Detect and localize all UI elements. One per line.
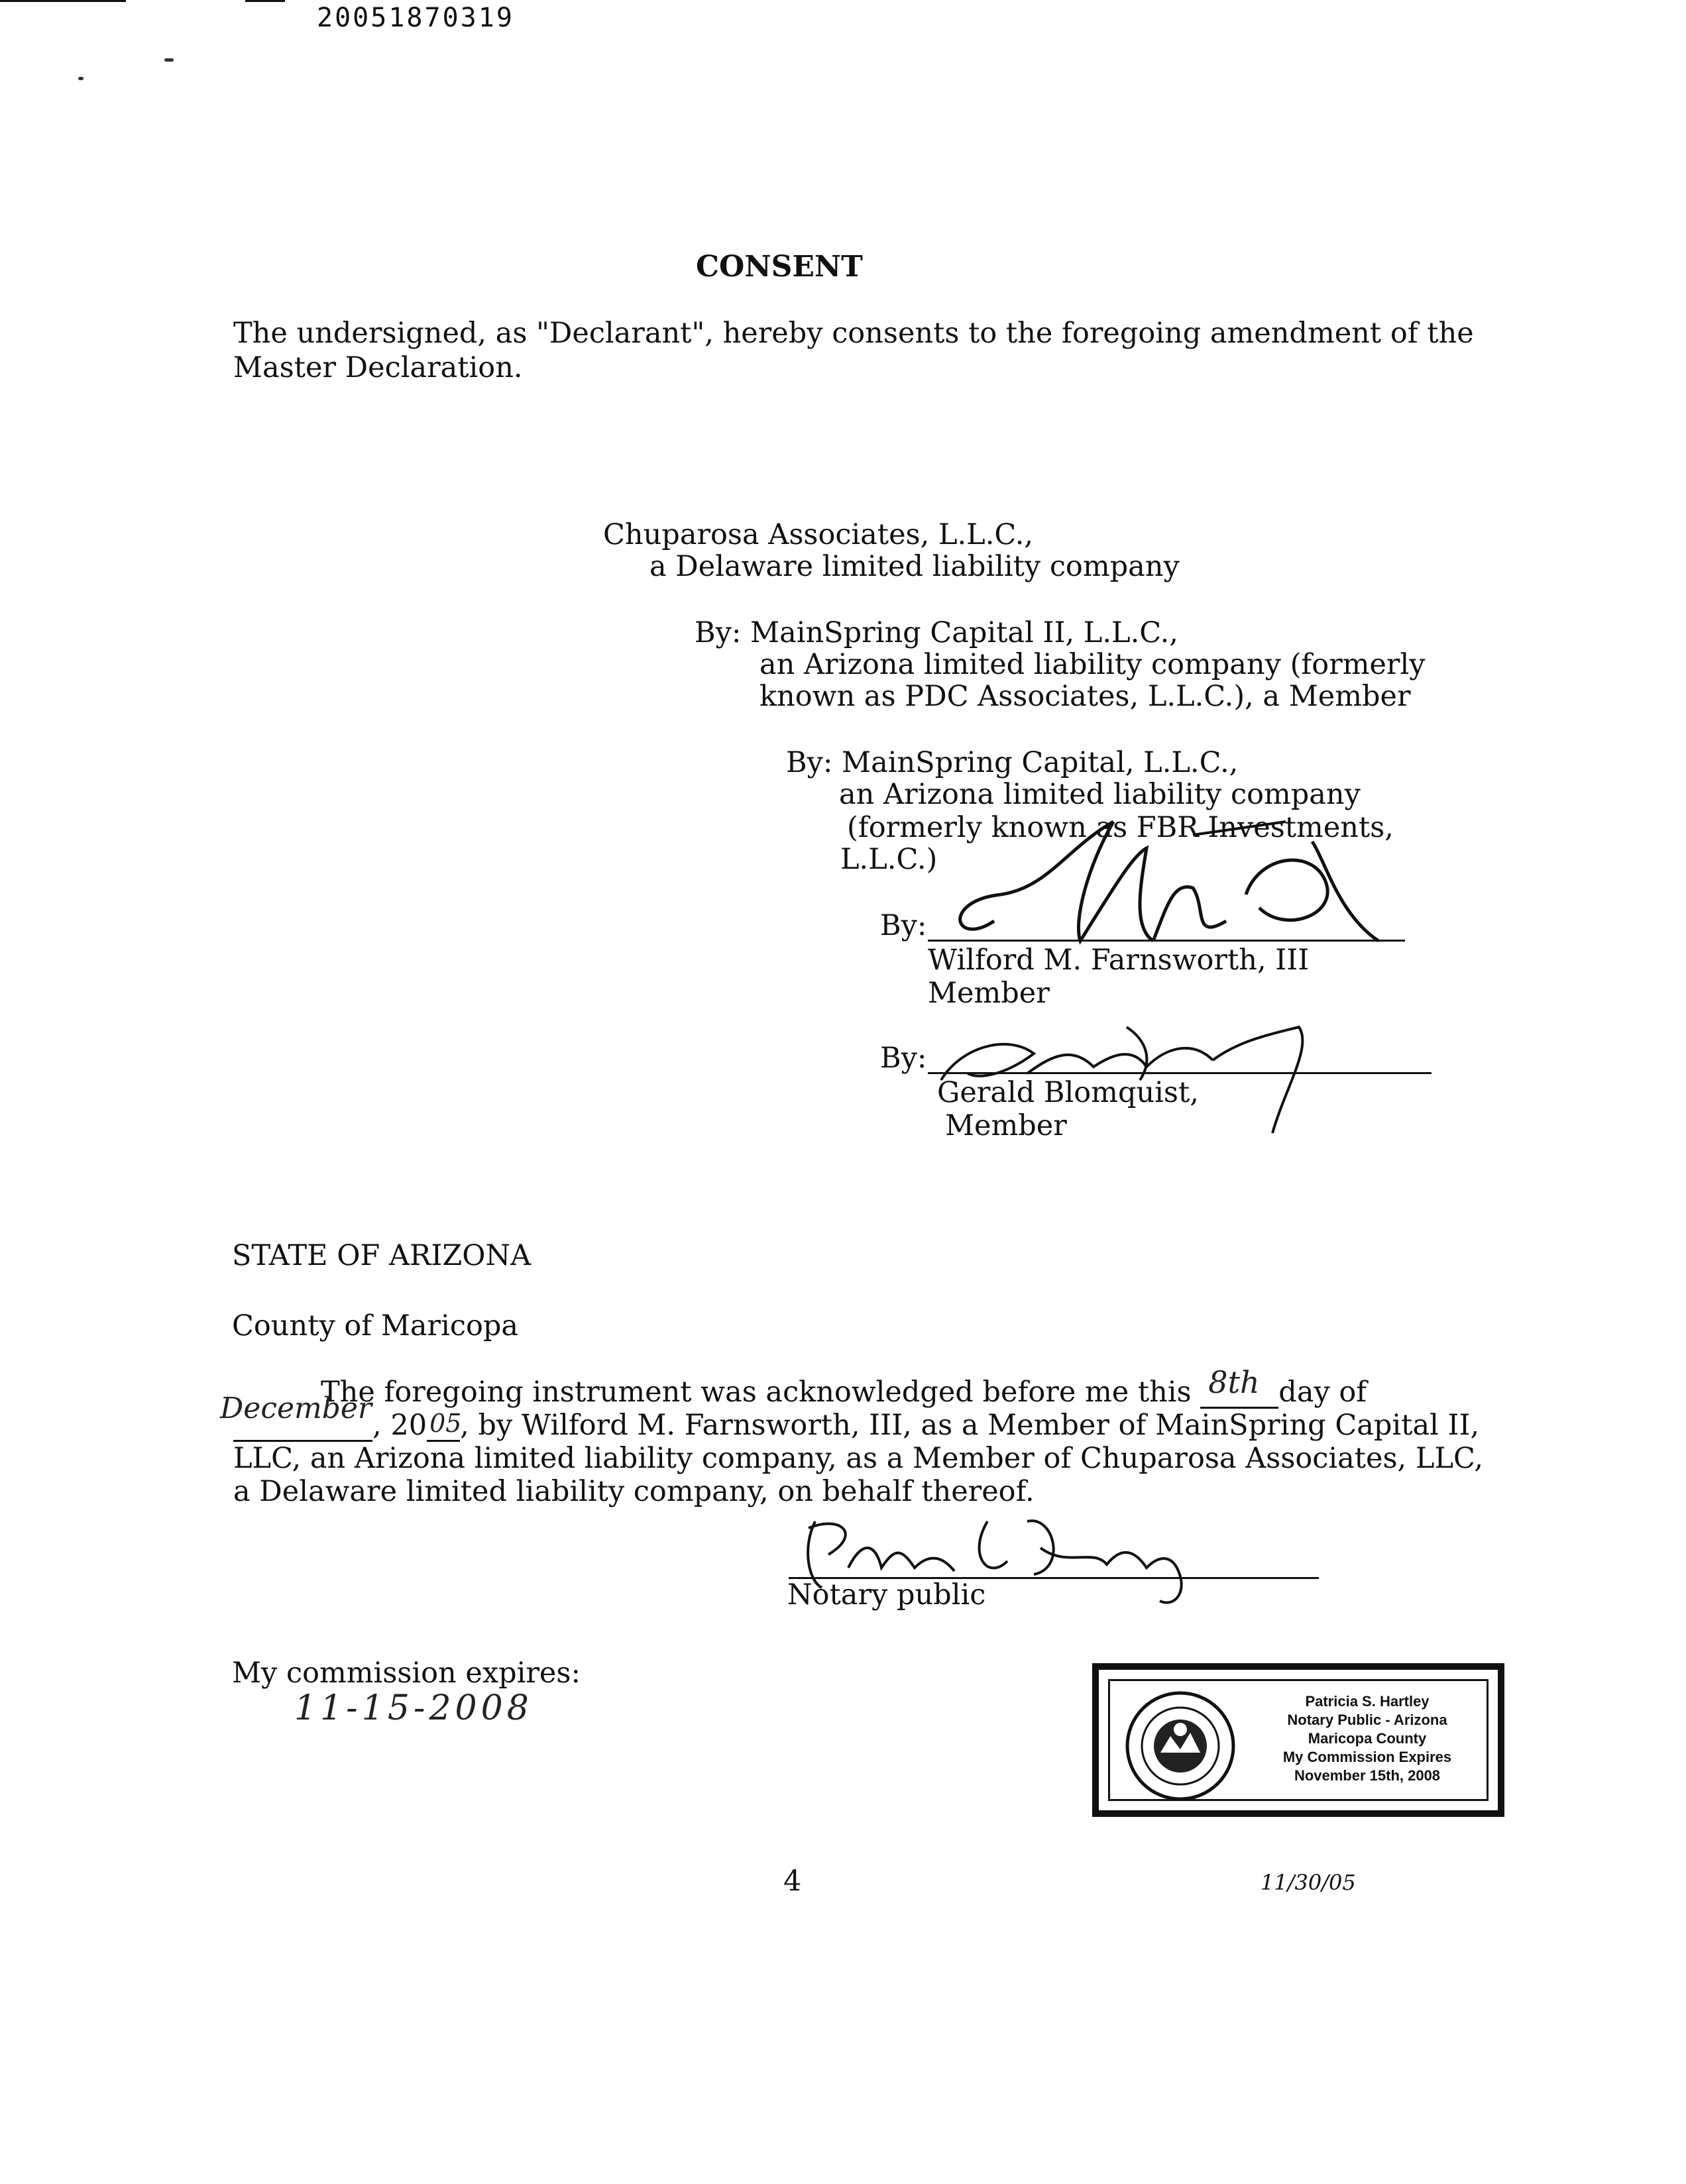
stamp-line-5: November 15th, 2008 [1294,1767,1441,1784]
ack-year-handwritten: 05 [429,1409,462,1438]
notary-label: Notary public [787,1578,986,1611]
by-member-2-desc-3: L.L.C.) [840,843,938,876]
signer-2-title: Member [945,1109,1067,1142]
ack-text-2: day of [1278,1376,1367,1409]
county-heading: County of Maricopa [232,1309,518,1342]
signer-1-name: Wilford M. Farnsworth, III [928,944,1310,977]
by-member-2: By: MainSpring Capital, L.L.C., [786,746,1239,779]
ack-month-field [220,1392,372,1442]
stamp-line-1: Patricia S. Hartley [1305,1693,1430,1710]
entity-description: a Delaware limited liability company [649,550,1180,583]
stamp-line-2: Notary Public - Arizona [1287,1712,1447,1728]
entity-name: Chuparosa Associates, L.L.C., [603,518,1034,551]
intro-line-1: The undersigned, as "Declarant", hereby consents to the foregoing amendment of the [233,317,1474,350]
signer-1-by-label: By: [880,909,927,942]
stamp-line-4: My Commission Expires [1282,1749,1452,1765]
commission-label: My commission expires: [232,1657,581,1690]
acknowledgment-line-3: LLC, an Arizona limited liability company, as a Member of Chuparosa Associates, LLC, [233,1442,1484,1475]
page-title: CONSENT [696,250,863,284]
signer-2-name: Gerald Blomquist, [937,1076,1199,1109]
scan-speck [164,58,174,62]
state-heading: STATE OF ARIZONA [232,1239,532,1272]
signature-farnsworth [915,808,1392,961]
ack-text-3: , by Wilford M. Farnsworth, III, as a Member of MainSpring Capital II, [460,1409,1480,1442]
page-number: 4 [783,1865,802,1898]
acknowledgment-line-1 [321,1364,1367,1409]
stamp-text [1245,1692,1490,1785]
scan-speck [78,77,84,80]
ack-month-handwritten: December [220,1392,372,1425]
arizona-seal-icon [1124,1690,1237,1802]
notary-stamp [1092,1663,1504,1817]
commission-date-handwritten: 11-15-2008 [294,1688,533,1728]
by-member-2-desc-2: (formerly known as FBR Investments, [847,811,1394,844]
stamp-line-3: Maricopa County [1308,1730,1427,1747]
ack-year-field [427,1411,460,1442]
signer-1-title: Member [928,977,1050,1010]
acknowledgment-line-4: a Delaware limited liability company, on behalf thereof. [233,1475,1035,1508]
intro-line-2: Master Declaration. [233,351,523,384]
by-member-1-desc-1: an Arizona limited liability company (formerly [759,648,1426,681]
by-member-1-desc-2: known as PDC Associates, L.L.C.), a Member [759,680,1411,713]
document-number: 20051870319 [317,3,514,33]
signer-2-by-label: By: [880,1042,927,1075]
ack-text-1: The foregoing instrument was acknowledged before me this [321,1376,1192,1409]
header-rule-right [245,0,285,2]
ack-day-handwritten: 8th [1208,1364,1260,1400]
header-rule-left [0,0,126,2]
by-member-1: By: MainSpring Capital II, L.L.C., [695,616,1178,649]
signature-blomquist [928,1007,1339,1140]
ack-year-prefix: , 20 [372,1409,427,1442]
ack-day-field [1200,1364,1278,1409]
by-member-2-desc-1: an Arizona limited liability company [839,778,1361,811]
footer-date: 11/30/05 [1261,1870,1356,1895]
